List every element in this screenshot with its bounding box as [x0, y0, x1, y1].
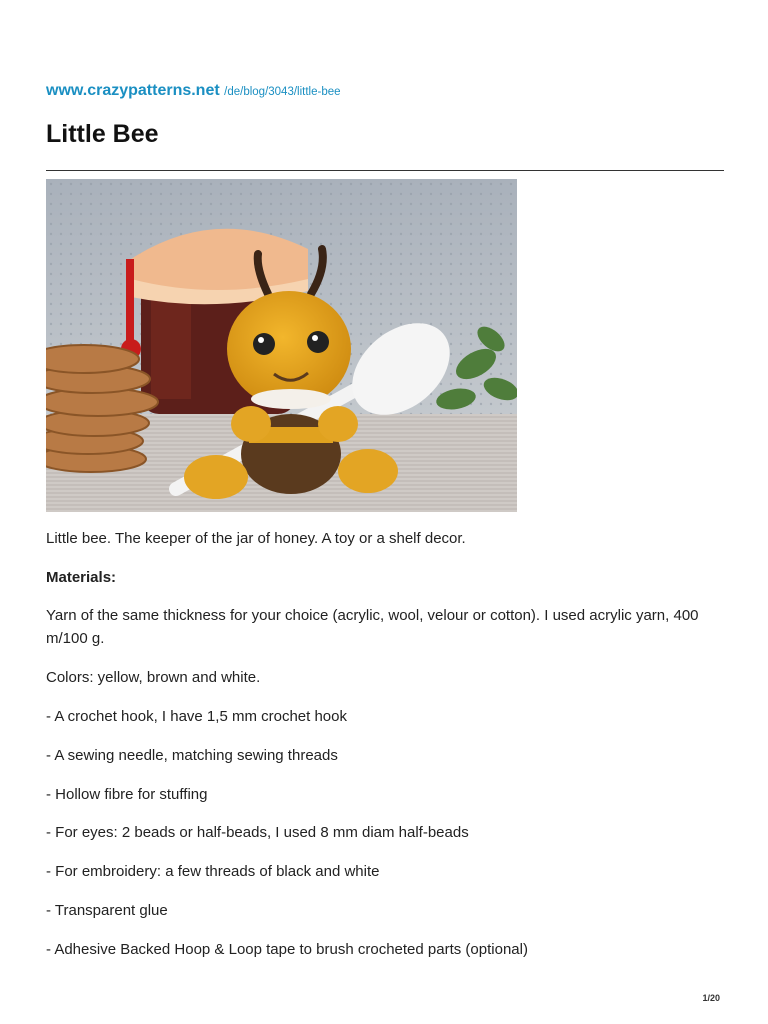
list-item: - Hollow fibre for stuffing — [46, 786, 208, 803]
page-title: Little Bee — [46, 120, 159, 148]
list-item: - Transparent glue — [46, 902, 168, 919]
source-url[interactable] — [46, 82, 341, 100]
title-divider — [46, 170, 724, 171]
page-number: 1/20 — [702, 993, 720, 1003]
list-item: - For embroidery: a few threads of black and white — [46, 863, 380, 880]
materials-heading — [46, 566, 726, 589]
bee-toy-photo — [46, 179, 517, 512]
url-path[interactable]: /de/blog/3043/little-bee — [224, 86, 341, 98]
materials-heading-text: Materials: — [46, 569, 117, 586]
list-item: - A sewing needle, matching sewing threads — [46, 747, 338, 764]
yarn-paragraph: Yarn of the same thickness for your choice (acrylic, wool, velour or cotton). I used acrylic yarn, 400 m/100 g. — [46, 607, 699, 647]
url-domain[interactable]: www.crazypatterns.net — [46, 82, 220, 99]
list-item: - For eyes: 2 beads or half-beads, I used 8 mm diam half-beads — [46, 824, 469, 841]
colors-paragraph: Colors: yellow, brown and white. — [46, 669, 261, 686]
list-item: - A crochet hook, I have 1,5 mm crochet hook — [46, 708, 347, 725]
intro-paragraph: Little bee. The keeper of the jar of honey. A toy or a shelf decor. — [46, 530, 466, 547]
list-item: - Adhesive Backed Hoop & Loop tape to brush crocheted parts (optional) — [46, 941, 528, 958]
